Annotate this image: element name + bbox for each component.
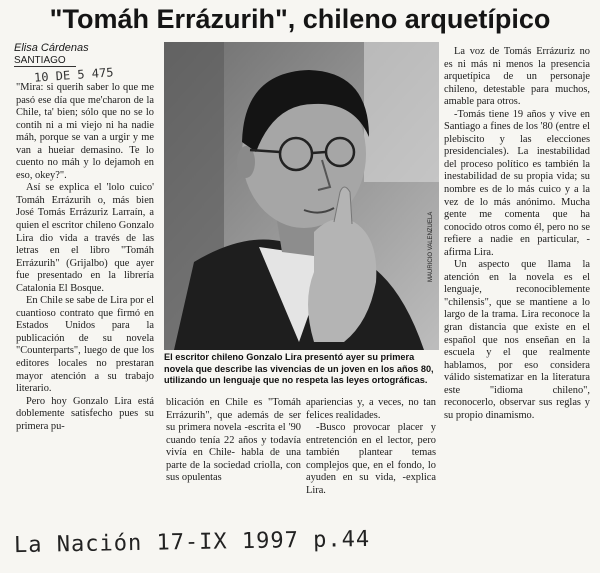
paragraph: Así se explica el 'lolo cuico' Tomáh Errázurih o, más bien José Tomás Errázuriz Larraín, a quien el escritor chileno Gonzalo Lira dio vida a través de las letras en el libro "Tomáh Errázurih" (Grijalbo) que ayer fue presentado en la librería Catalonia El Bosque.: [16, 182, 154, 294]
handwritten-source-note: La Nación 17-IX 1997 p.44: [13, 526, 371, 559]
headline: "Tomáh Errázurih", chileno arquetípico: [49, 4, 551, 34]
paragraph: En Chile se sabe de Lira por el cuantioso contrato que firmó en Estados Unidos para la publicación de su novela "Counterparts", luego de que los editores locales no prestaran mayor atención a su trabajo literario.: [16, 295, 154, 395]
portrait-illustration: [164, 42, 439, 350]
photo-credit: MAURICIO VALENZUELA: [428, 211, 434, 282]
paragraph: -Busco provocar placer y entretención en el lector, pero también plantear temas complejos que, en el fondo, lo ayuden en su vida, -explica Lira.: [306, 422, 436, 496]
paragraph: Un aspecto que llama la atención en la novela es el lenguaje, reconociblemente "chilensis", que se mantiene a lo largo de la trama. Lira reconoce la gran distancia que existe en el español que nos enseñan en la escuela y el que realmente hablamos, por eso considera válido sistematizar en la literatura este "idioma chileno", reconocerlo, observar sus reglas y su propio dinamismo.: [444, 259, 590, 421]
handwritten-date-note: 10 DE 5 475: [33, 65, 114, 85]
article-column-4: [444, 46, 590, 422]
paragraph: "Mira: si querih saber lo que me pasó ese día que me'charon de la Chile, ta' bien; sólo que no se lo contih ni a mi viejo ni ha nadie máh, porque se van a urgir y me van a hueiar demasino. Te lo cuento no máh y lo dejamoh en eso, okey?".: [16, 82, 154, 181]
byline-city: SANTIAGO: [14, 54, 76, 67]
author-photo: [164, 42, 439, 350]
byline-author: Elisa Cárdenas: [14, 42, 89, 54]
byline: [14, 42, 89, 67]
article-column-2: [166, 397, 301, 485]
paragraph: -Tomás tiene 19 años y vive en Santiago a fines de los '80 (entre el plebiscito y las elecciones presidenciales). La inestabilidad del proceso político es también la inestabilidad de su propia vida; su nombre es de lo más cuico y a la vez de lo más anónimo. Mucha gente me comenta que ha conocido otros como él, pero no se refiere a nadie en particular, -afirma Lira.: [444, 108, 590, 258]
paragraph: La voz de Tomás Errázuriz no es ni más ni menos la presencia arquetípica de un personaje chileno, detestable para muchos, amable para otros.: [444, 46, 590, 108]
paragraph: Pero hoy Gonzalo Lira está doblemente satisfecho pues su primera pu-: [16, 395, 154, 432]
photo-caption: El escritor chileno Gonzalo Lira presentó ayer su primera novela que describe las vivencias de un joven en los años 80, utilizando un lenguaje que no respeta las leyes ortográficas.: [164, 352, 434, 385]
paragraph: apariencias y, a veces, no tan felices realidades.: [306, 397, 436, 421]
article-column-3: [306, 397, 436, 497]
paragraph: blicación en Chile es "Tomáh Errázurih", que además de ser su primera novela -escrita el '90 cuando tenía 22 años y todavía vivía en Chile- habla de una parte de la sociedad criolla, con sus opulentas: [166, 397, 301, 484]
article-column-1: [16, 82, 154, 433]
